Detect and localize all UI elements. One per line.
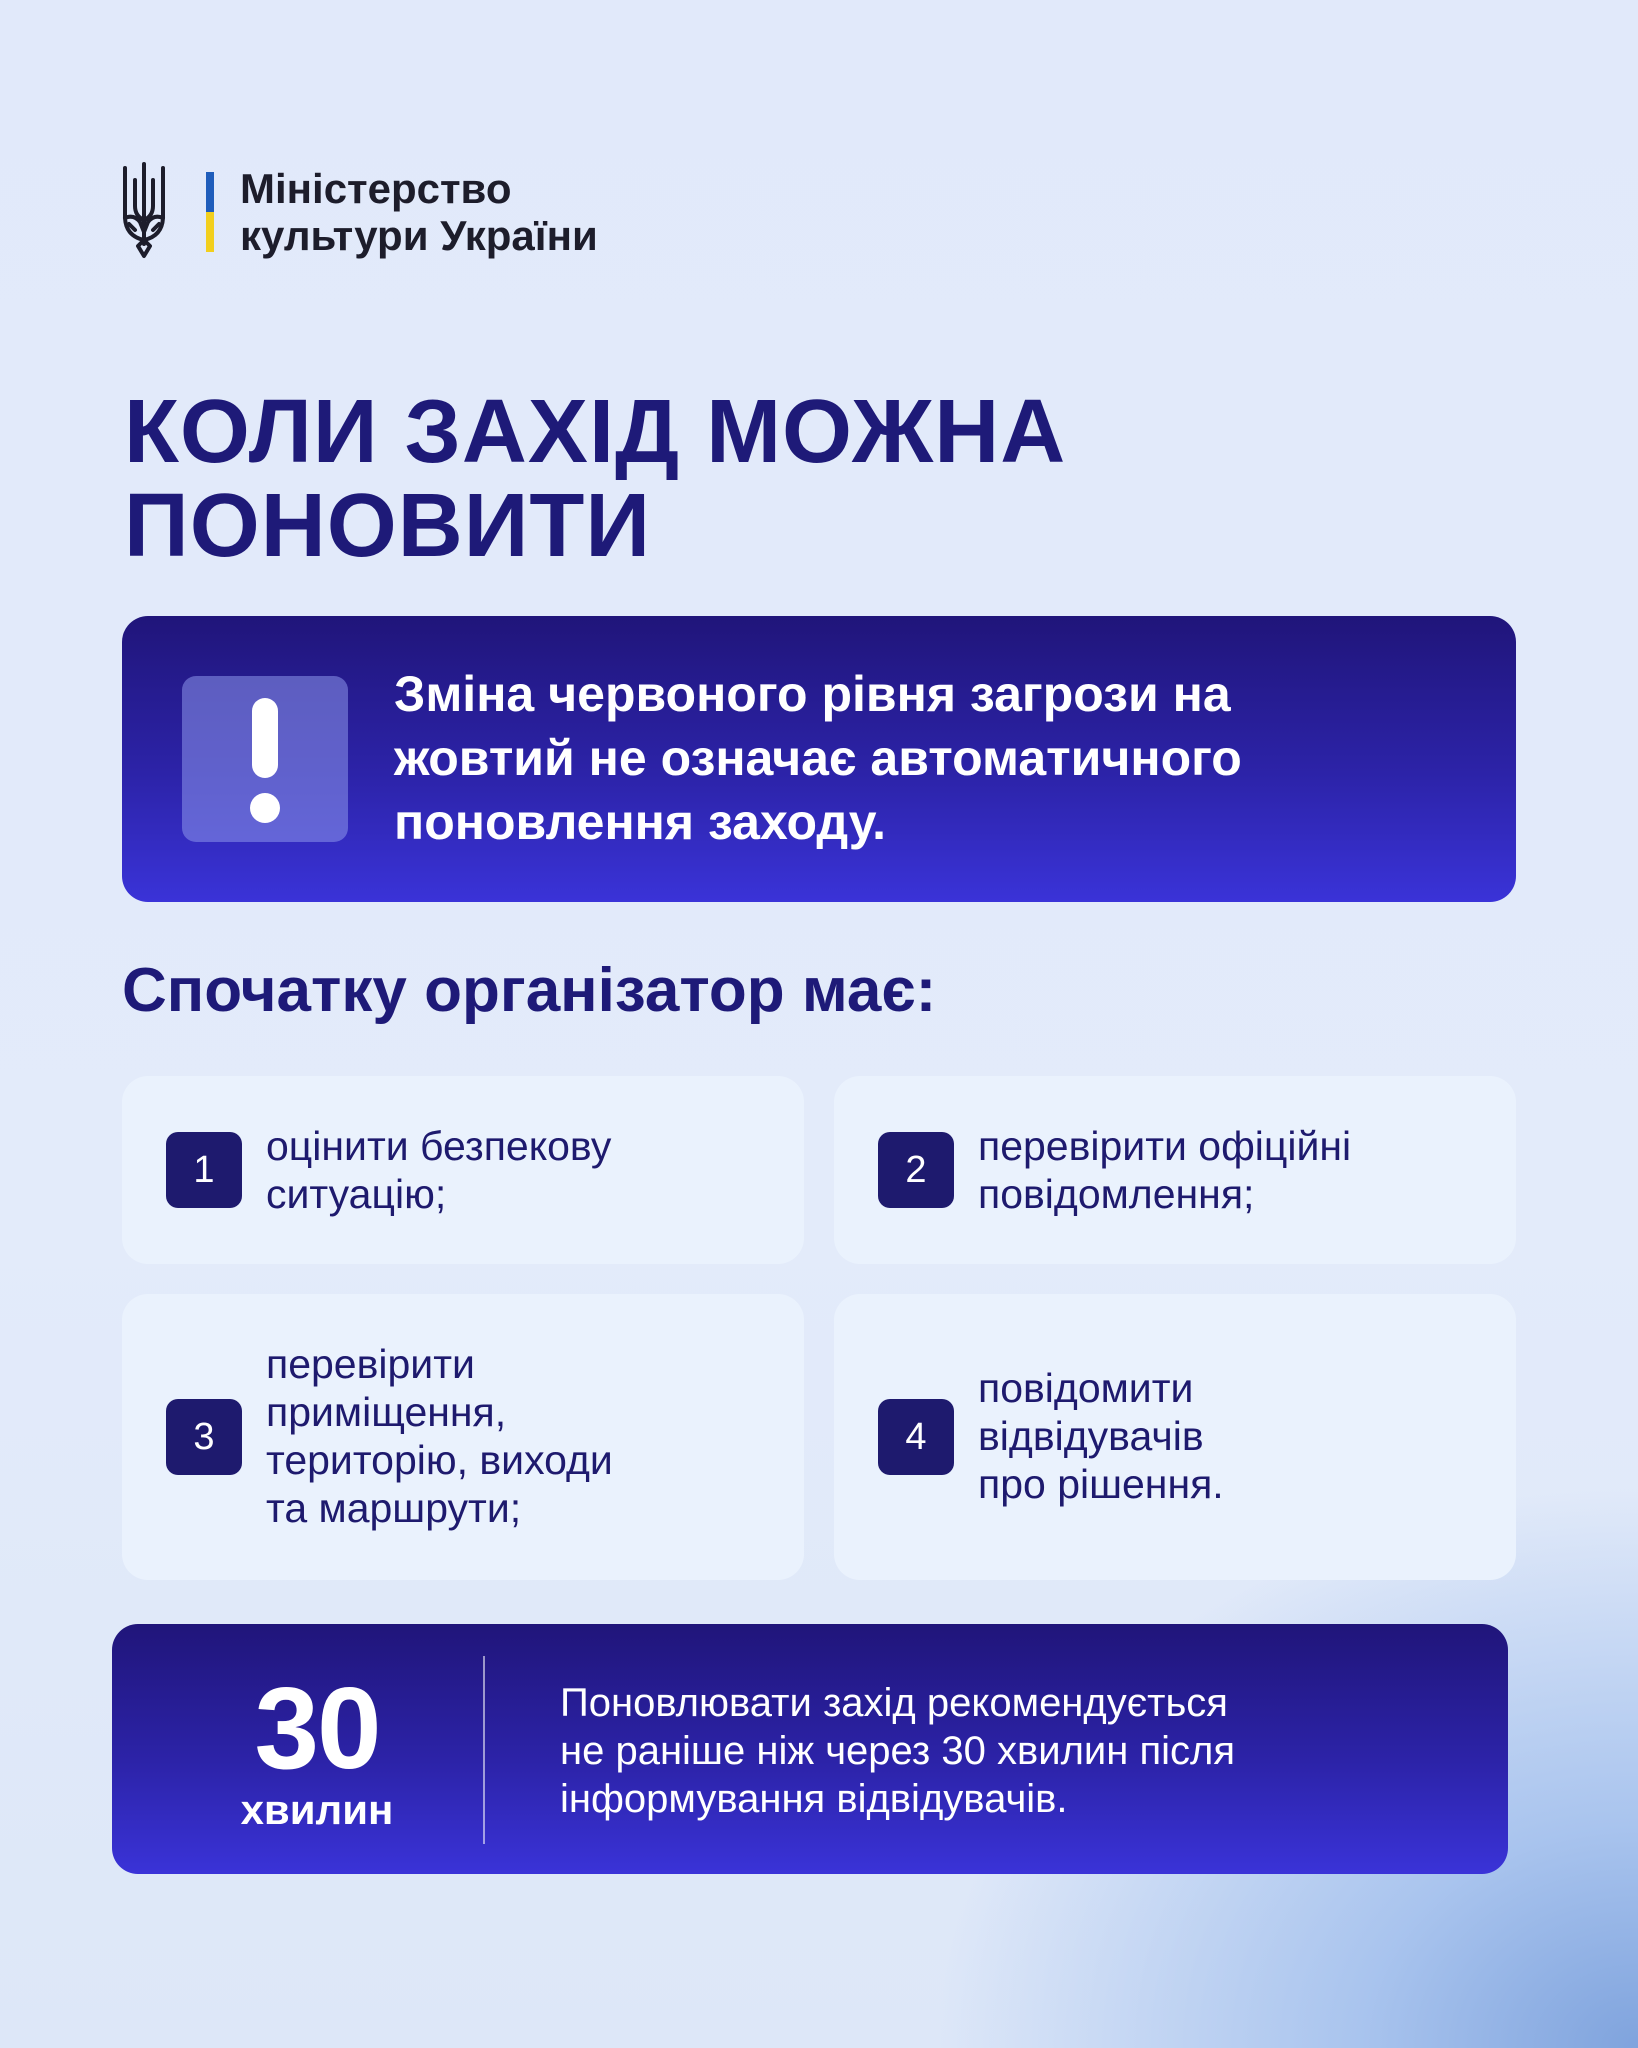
note-card [112, 1624, 1508, 1874]
step-text-line: перевірити офіційні [978, 1123, 1352, 1169]
steps-heading: Спочатку організатор має: [122, 956, 937, 1025]
step-text [978, 1122, 1351, 1218]
step-text-line: перевірити [266, 1341, 475, 1387]
note-text-line: інформування відвідувачів. [560, 1777, 1068, 1821]
step-text-line: приміщення, [266, 1389, 507, 1435]
step-text [978, 1364, 1224, 1508]
note-text [560, 1679, 1460, 1823]
step-number-badge: 2 [878, 1132, 954, 1208]
ministry-name [240, 165, 598, 259]
alert-text-line: Зміна червоного рівня загрози на [394, 666, 1231, 722]
page-title [124, 382, 1067, 576]
alert-text-line: поновлення заходу. [394, 794, 887, 850]
step-card-1 [122, 1076, 804, 1264]
minutes-unit: хвилин [240, 1786, 394, 1833]
note-text-line: не раніше ніж через 30 хвилин після [560, 1729, 1235, 1773]
exclamation-icon [182, 676, 348, 842]
step-number-badge: 4 [878, 1399, 954, 1475]
step-text [266, 1122, 611, 1218]
step-text-line: ситуацію; [266, 1171, 447, 1217]
ministry-name-line-2: культури України [240, 212, 598, 259]
ministry-logo [120, 160, 598, 264]
step-text-line: оцінити безпекову [266, 1123, 612, 1169]
minutes-number: 30 [254, 1663, 380, 1793]
step-number-badge: 3 [166, 1399, 242, 1475]
step-text-line: про рішення. [978, 1461, 1224, 1507]
page-title-line-1: КОЛИ ЗАХІД МОЖНА [124, 382, 1067, 482]
alert-text-line: жовтий не означає автоматичного [394, 730, 1242, 786]
flag-blue-stripe [206, 172, 214, 212]
alert-text [394, 662, 1474, 854]
ministry-name-line-1: Міністерство [240, 165, 512, 212]
flag-bar [206, 172, 214, 252]
step-card-3 [122, 1294, 804, 1580]
note-text-line: Поновлювати захід рекомендується [560, 1681, 1228, 1725]
page-title-line-2: ПОНОВИТИ [124, 476, 652, 576]
step-card-4 [834, 1294, 1516, 1580]
divider [483, 1656, 485, 1844]
alert-card [122, 616, 1516, 902]
step-text [266, 1340, 613, 1532]
step-card-2 [834, 1076, 1516, 1264]
step-text-line: та маршрути; [266, 1485, 522, 1531]
step-text-line: повідомлення; [978, 1171, 1255, 1217]
trident-icon [120, 160, 168, 264]
step-number-badge: 1 [166, 1132, 242, 1208]
step-text-line: повідомити [978, 1365, 1194, 1411]
step-text-line: територію, виходи [266, 1437, 613, 1483]
step-text-line: відвідувачів [978, 1413, 1204, 1459]
flag-yellow-stripe [206, 212, 214, 252]
